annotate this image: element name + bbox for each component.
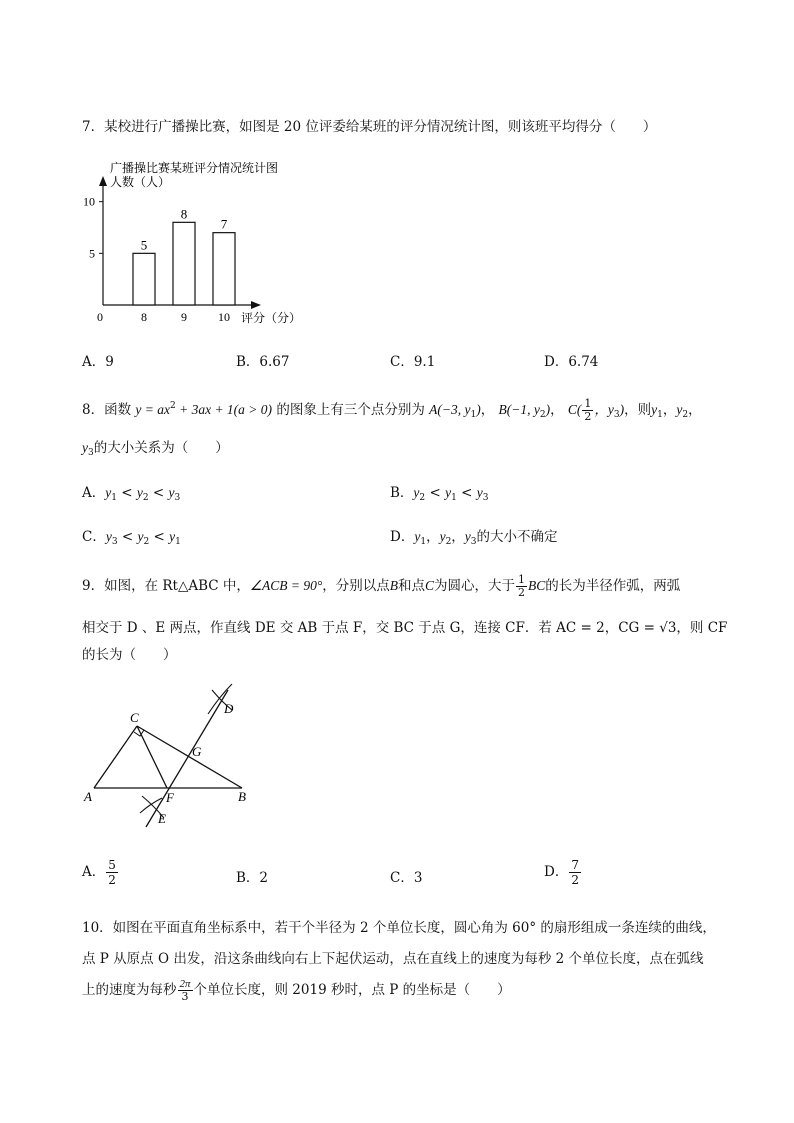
q8-option-b[interactable]: B．$y_2 < y_1 < y_3$ <box>390 485 489 503</box>
x-tick-label: 8 <box>141 310 147 324</box>
y-tick-label: 5 <box>89 246 95 261</box>
label-b: B <box>238 789 246 804</box>
label-g: G <box>192 744 202 759</box>
question-10-line2: 点 P 从原点 O 出发，沿这条曲线向右上下起伏运动，点在直线上的速度为每秒 2 个单位长度，点在弧线 <box>82 951 704 967</box>
question-10-line3: 上的速度为每秒 $\frac{2\pi}{3}$ 个单位长度，则 2019 秒时，点 P 的坐标是（ ） <box>82 978 511 1003</box>
question-8-line1: 8．函数 $y = ax^2 + 3ax + 1(a > 0)$ 的图象上有三个点分别为 A(−3, $y_1$)， B(−1, $y_2$)， C( $\frac{1}{2}$ ，$y_3$)，则$y_1$，$y_2$， <box>82 397 702 423</box>
q7-option-b[interactable]: B．6.67 <box>236 354 290 370</box>
bar-8 <box>133 253 155 305</box>
label-f: F <box>166 790 174 805</box>
q8-option-d[interactable]: D．$y_1$，$y_2$，$y_3$的大小不确定 <box>390 529 558 547</box>
line-de <box>146 690 228 827</box>
bar-value-label: 7 <box>220 216 228 232</box>
q9-option-b[interactable]: B．2 <box>236 870 269 886</box>
question-8-line2: $y_3$的大小关系为（ ） <box>82 440 229 458</box>
bar-chart <box>75 155 395 335</box>
x-tick-label: 10 <box>218 310 230 324</box>
bar-value-label: 5 <box>140 237 148 253</box>
question-9-line1: 9．如图，在 Rt△ABC 中，∠ACB = 90°，分别以点B和点C为圆心，大于 $\frac{1}{2}$ BC的长为半径作弧，两弧 <box>82 573 681 599</box>
question-9-line2: 相交于 D 、E 两点，作直线 DE 交 AB 于点 F，交 BC 于点 G，连接 CF．若 AC = 2，CG = √3，则 CF <box>82 620 728 636</box>
chart-ylabel: 人数（人） <box>110 175 171 189</box>
chart-origin: 0 <box>97 310 103 324</box>
question-7-stem: 7．某校进行广播操比赛，如图是 20 位评委给某班的评分情况统计图，则该班平均得分（ ） <box>82 119 657 135</box>
chart-x-arrow <box>251 301 261 309</box>
question-10-line1: 10．如图在平面直角坐标系中，若干个半径为 2 个单位长度，圆心角为 60° 的扇形组成一条连续的曲线， <box>82 920 716 936</box>
label-e: E <box>158 811 166 826</box>
segment-ac <box>94 726 137 788</box>
triangle-figure <box>80 680 280 855</box>
bar-9 <box>173 222 195 305</box>
q8-option-c[interactable]: C．$y_3 < y_2 < y_1$ <box>82 529 181 547</box>
x-tick-label: 9 <box>181 310 187 324</box>
q7-option-a[interactable]: A．9 <box>82 354 114 370</box>
chart-title: 广播操比赛某班评分情况统计图 <box>110 161 279 175</box>
q9-option-c[interactable]: C．3 <box>390 870 423 886</box>
q7-option-c[interactable]: C．9.1 <box>390 354 436 370</box>
chart-y-arrow <box>99 176 107 186</box>
q9-option-a[interactable]: A． $\frac{5}{2}$ <box>82 858 116 887</box>
question-9-line3: 的长为（ ） <box>82 647 177 663</box>
bar-10 <box>213 233 235 305</box>
label-d: D <box>224 701 234 716</box>
y-tick-label: 10 <box>83 194 95 209</box>
label-a: A <box>84 789 92 804</box>
q7-option-d[interactable]: D．6.74 <box>544 354 599 370</box>
chart-xlabel: 评分（分） <box>241 311 302 325</box>
segment-cb <box>137 726 242 788</box>
label-c: C <box>130 710 139 725</box>
q8-option-a[interactable]: A．$y_1 < y_2 < y_3$ <box>82 485 181 503</box>
bar-value-label: 8 <box>180 206 188 222</box>
q9-option-d[interactable]: D． $\frac{7}{2}$ <box>544 858 579 887</box>
